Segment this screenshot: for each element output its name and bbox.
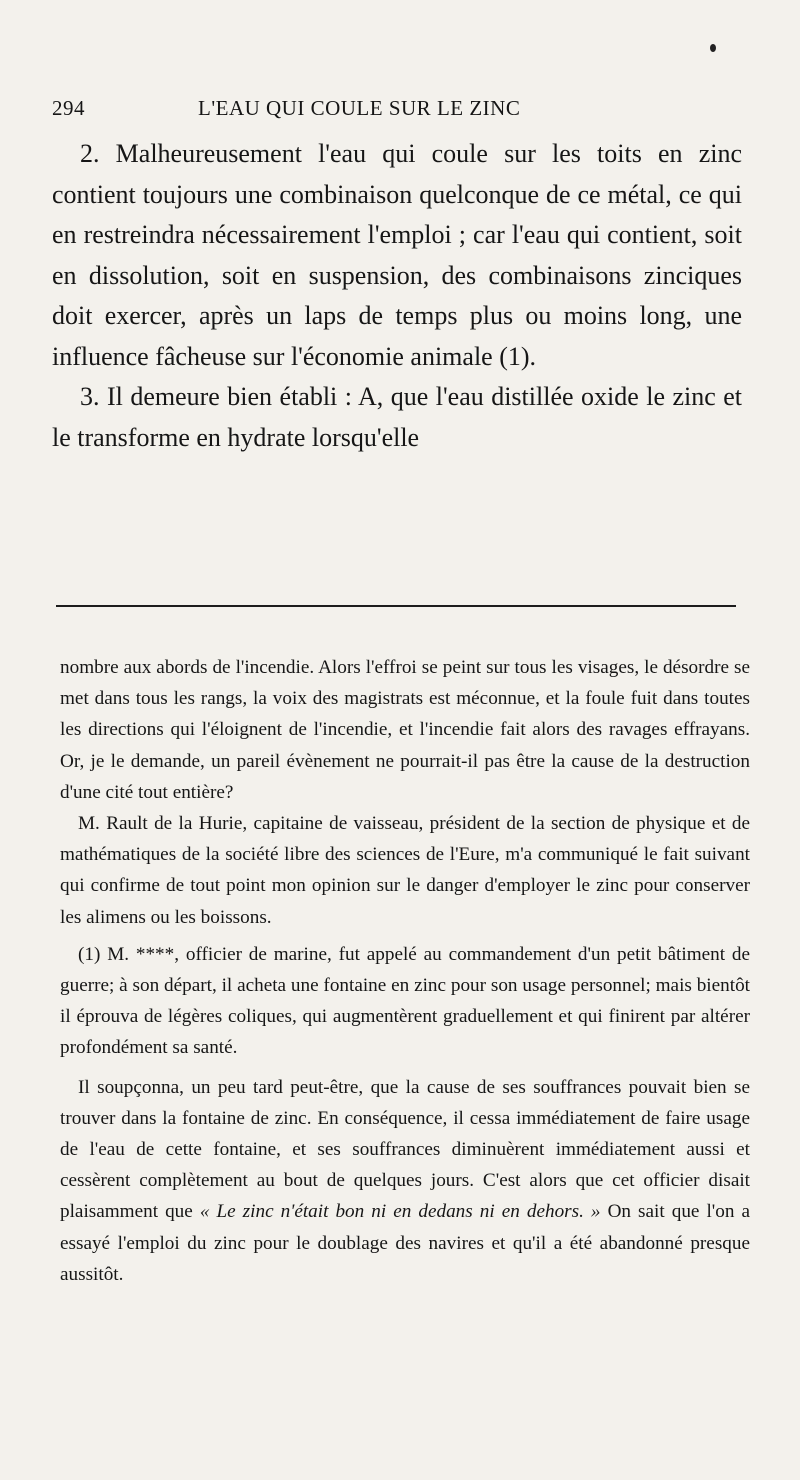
note-continuation: nombre aux abords de l'incendie. Alors l'effroi se peint sur tous les visages, le désordre se met dans tous les rangs, la voix des magistrats est méconnue, et la foule fuit dans toutes les directions qui l'éloignent de l'incendie, et l'incendie fait alors des ravages effrayans. Or, je le demande, un pareil évènement ne pourrait-il pas être la cause de la destruction d'une cité tout entière?: [60, 657, 750, 803]
running-title: L'EAU QUI COULE SUR LE ZINC: [198, 96, 521, 120]
footnote-1: (1) M. ****, officier de marine, fut appelé au commandement d'un petit bâtiment de guerre; à son départ, il acheta une fontaine en zinc pour son usage personnel; mais bientôt il éprouva de légères coliques, qui augmentèrent graduellement et qui finirent par altérer profondément sa santé.: [60, 943, 750, 1059]
paragraph-2: 2. Malheureusement l'eau qui coule sur les toits en zinc contient toujours une combinaison quelconque de ce métal, ce qui en restreindra nécessairement l'emploi ; car l'eau qui contient, soit en dissolution, soit en suspension, des combinaisons zinciques doit exercer, après un laps de temps plus ou moins long, une influence fâcheuse sur l'économie animale (1).: [52, 139, 742, 371]
page-header: [52, 96, 742, 130]
notes-section: [60, 652, 750, 1290]
footnote-separator: [56, 605, 736, 607]
soupconna-end: On sait que l'on a essayé l'emploi du zinc pour le doublage des navires et qu'il a été abandonné presque aussitôt.: [60, 1201, 750, 1285]
page-number: 294: [52, 96, 85, 120]
main-text: [52, 134, 742, 458]
footnote-1-continuation: [60, 1072, 750, 1290]
soupconna-text: Il soupçonna, un peu tard peut-être, que la cause de ses souffrances pouvait bien se trouver dans la fontaine de zinc. En conséquence, il cessa immédiatement de faire usage de l'eau de cette fontaine, et ses souffrances diminuèrent immédiatement aussi et cessèrent complètement au bout de quelques jours. C'est alors que cet officier disait plaisamment que: [60, 1076, 750, 1223]
note-rault-paragraph: M. Rault de la Hurie, capitaine de vaisseau, président de la section de physique et de mathématiques de la société libre des sciences de l'Eure, m'a communiqué le fait suivant qui confirme de tout point mon opinion sur le danger d'employer le zinc pour conserver les alimens ou les boissons.: [60, 813, 750, 928]
paragraph-3: 3. Il demeure bien établi : A, que l'eau distillée oxide le zinc et le transforme en hydrate lorsqu'elle: [52, 382, 742, 452]
ink-speck: [710, 44, 716, 52]
zinc-quote: « Le zinc n'était bon ni en dedans ni en dehors. »: [199, 1201, 601, 1223]
